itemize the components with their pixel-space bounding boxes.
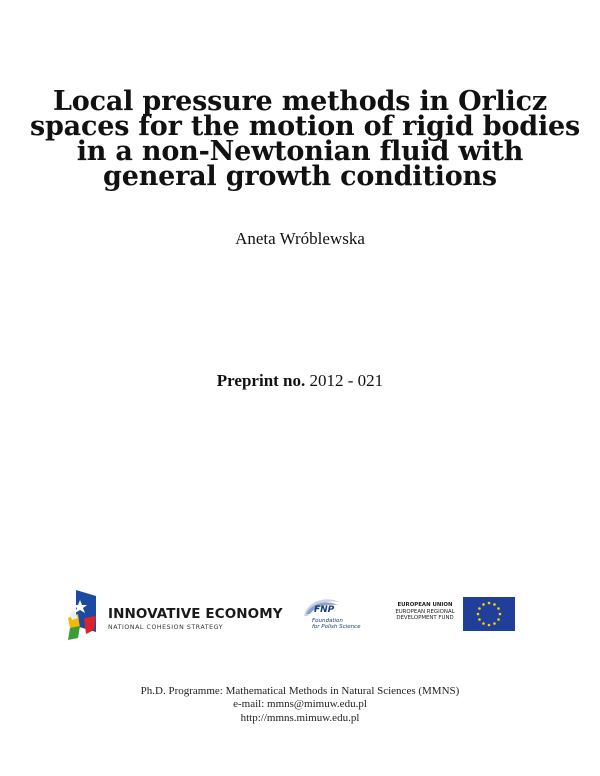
eu-star (499, 613, 502, 616)
sponsor-logos (60, 584, 520, 644)
fnp-mark-text: FNP (314, 605, 335, 615)
innovative-economy-logo (66, 588, 282, 644)
eu-star (488, 624, 491, 627)
eu-star (497, 607, 500, 610)
innovative-economy-subtitle: NATIONAL COHESION STRATEGY (108, 624, 224, 631)
title-line-4: general growth conditions (103, 161, 497, 192)
eu-star (478, 607, 481, 610)
footer-programme: Ph.D. Programme: Mathematical Methods in Natural Sciences (MMNS) (140, 685, 460, 697)
preprint-label: Preprint no. (216, 371, 306, 390)
fnp-icon (302, 596, 342, 618)
eu-text (393, 602, 457, 622)
title-line-3: in a non-Newtonian fluid with (76, 136, 524, 167)
eu-text-line-2: EUROPEAN REGIONAL (395, 608, 455, 615)
fnp-subtitle (312, 618, 360, 630)
author-name: Aneta Wróblewska (235, 229, 365, 248)
eu-star (478, 618, 481, 621)
preprint-number: 2012 - 021 (309, 371, 384, 390)
innovative-economy-icon (66, 588, 102, 644)
innovative-economy-title: INNOVATIVE ECONOMY (108, 606, 283, 622)
preprint-info (0, 371, 600, 391)
title-line-1: Local pressure methods in Orlicz (53, 86, 547, 117)
fnp-subtitle-line-2: for Polish Science (312, 624, 361, 630)
eu-star (482, 603, 485, 606)
eu-logo (393, 597, 515, 631)
eu-star (493, 622, 496, 625)
footer (0, 685, 600, 725)
footer-email[interactable]: e-mail: mmns@mimuw.edu.pl (233, 698, 367, 711)
eu-text-line-1: EUROPEAN UNION (397, 602, 453, 608)
eu-star (488, 602, 491, 605)
eu-star (497, 618, 500, 621)
eu-star (482, 622, 485, 625)
footer-url[interactable]: http://mmns.mimuw.edu.pl (240, 711, 360, 724)
title-line-2: spaces for the motion of rigid bodies (30, 111, 580, 142)
fnp-subtitle-line-1: Foundation (312, 618, 343, 624)
eu-text-line-3: DEVELOPMENT FUND (396, 615, 454, 621)
fnp-logo (300, 596, 366, 642)
eu-flag-icon (463, 597, 515, 631)
eu-star (493, 603, 496, 606)
document-title (30, 86, 580, 192)
eu-star (477, 613, 480, 616)
